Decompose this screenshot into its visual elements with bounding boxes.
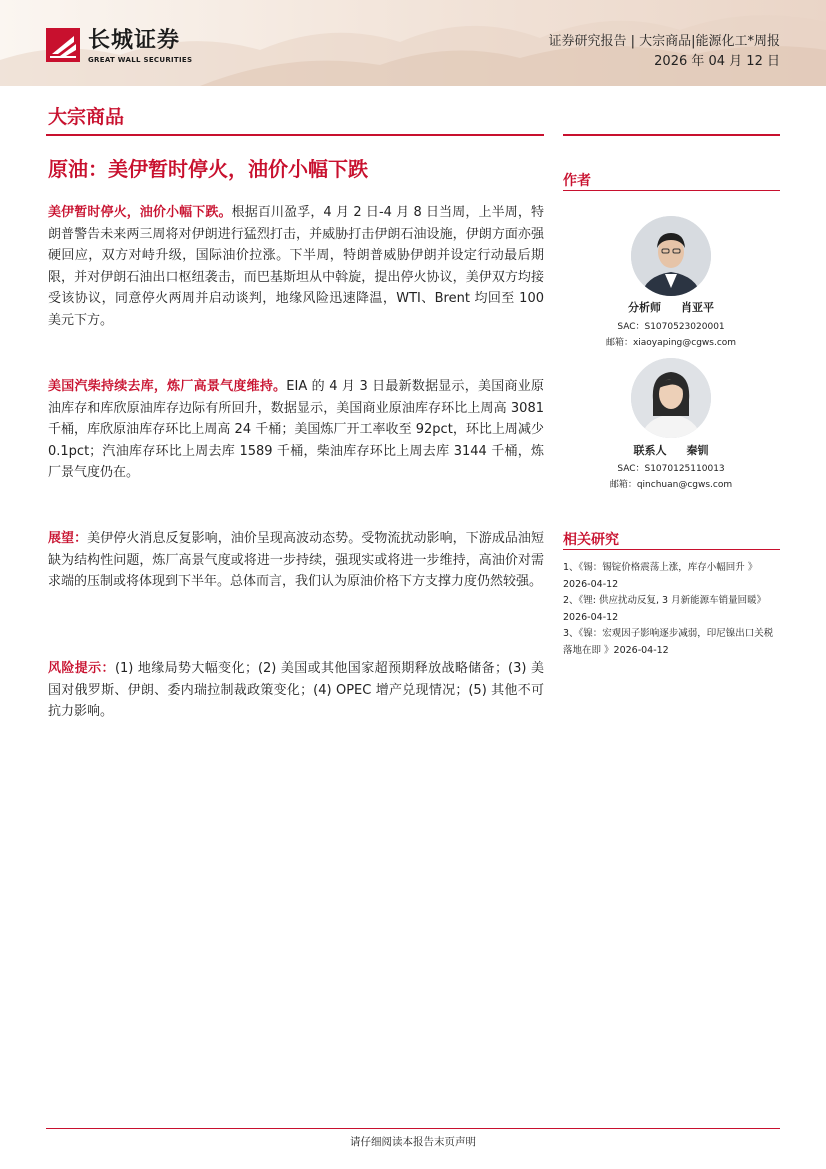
section-label: 大宗商品 <box>48 106 125 128</box>
contact-avatar <box>631 358 711 438</box>
paragraph-body: EIA 的 4 月 3 日最新数据显示，美国商业原油库存和库欣原油库存边际有所回升，数据显示，美国商业原油库存环比上周高 3081 千桶，库欣原油库存环比上周高 24 千桶；美国炼厂开工率收至 92pct，环比上周减少 0.1pct；汽油库存环比上周去库 1589 千桶，柴油库存环比上周去库 3144 千桶，炼厂景气度仍在。 <box>48 379 544 481</box>
paragraph-lead: 展望： <box>48 531 88 546</box>
report-info <box>548 32 780 72</box>
paragraph-lead: 美伊暂时停火，油价小幅下跌。 <box>48 205 232 220</box>
header-banner <box>0 0 826 86</box>
paragraph-body: 根据百川盈孚，4 月 2 日-4 月 8 日当周，上半周，特朗普警告未来两三周将对伊朗进行猛烈打击，并威胁打击伊朗石油设施，伊朗方面亦强硬回应，双方对峙升级，国际油价拉涨。下半周，特朗普威胁伊朗并设定行动最后期限，并对伊朗石油出口枢纽袭击，而巴基斯坦从中斡旋，提出停火协议，美伊双方均接受该协议，同意停火两周并启动谈判，地缘风险迅速降温，WTI、Brent 均回至 100 美元下方。 <box>48 205 544 328</box>
contact-name-line <box>563 442 779 458</box>
analyst-email: 邮箱：xiaoyaping@cgws.com <box>605 338 737 348</box>
analyst-avatar <box>631 216 711 296</box>
paragraph-lead: 美国汽柴持续去库，炼厂高景气度维持。 <box>48 379 287 394</box>
related-list <box>563 560 781 659</box>
logo-mark-icon <box>46 28 80 62</box>
related-item[interactable]: 3、《镍：宏观因子影响逐步减弱，印尼镍出口关税落地在即 》2026-04-12 <box>563 628 774 656</box>
footer-divider <box>46 1128 780 1129</box>
authors-heading: 作者 <box>563 173 591 189</box>
sidebar-divider <box>563 134 780 136</box>
contact-email: 邮箱：qinchuan@cgws.com <box>609 480 733 490</box>
related-divider <box>563 549 780 550</box>
contact-sac: SAC：S1070125110013 <box>617 464 725 474</box>
paragraph-outlook <box>48 528 544 593</box>
related-item[interactable]: 2、《锂: 供应扰动反复, 3 月新能源车销量回暖》2026-04-12 <box>563 595 767 623</box>
analyst-sac: SAC：S1070523020001 <box>617 322 725 332</box>
analyst-role: 分析师 <box>628 301 661 314</box>
logo-english-name: GREAT WALL SECURITIES <box>88 56 193 64</box>
report-type: 证券研究报告 | 大宗商品|能源化工*周报 <box>548 34 780 49</box>
paragraph-body: (1) 地缘局势大幅变化；(2) 美国或其他国家超预期释放战略储备；(3) 美国对俄罗斯、伊朗、委内瑞拉制裁政策变化；(4) OPEC 增产兑现情况；(5) 其他不可抗力影响。 <box>48 661 544 720</box>
report-date: 2026 年 04 月 12 日 <box>654 54 780 69</box>
paragraph-risk <box>48 658 544 723</box>
analyst-name: 肖亚平 <box>681 301 714 314</box>
paragraph-inventory <box>48 376 544 484</box>
contact-role: 联系人 <box>633 444 667 457</box>
paragraph-body: 美伊停火消息反复影响，油价呈现高波动态势。受物流扰动影响，下游成品油短缺为结构性问题，炼厂高景气度或将进一步持续，强现实或将进一步维持，高油价对需求端的压制或将体现到下半年。总体而言，我们认为原油价格下方支撑力度仍然较强。 <box>48 531 544 590</box>
footer-disclaimer: 请仔细阅读本报告末页声明 <box>350 1136 476 1148</box>
section-divider <box>46 134 544 136</box>
related-item[interactable]: 1、《锡：锡锭价格震荡上涨，库存小幅回升 》2026-04-12 <box>563 562 758 590</box>
analyst-name-line <box>563 299 779 315</box>
paragraph-ceasefire <box>48 202 544 332</box>
contact-name: 秦钏 <box>686 444 709 457</box>
report-title: 原油：美伊暂时停火，油价小幅下跌 <box>48 157 368 181</box>
logo-chinese-name: 长城证券 <box>88 28 181 53</box>
analyst-photo-icon <box>631 216 711 296</box>
brand-logo <box>46 28 206 68</box>
contact-photo-icon <box>631 358 711 438</box>
related-heading: 相关研究 <box>563 532 619 548</box>
authors-divider <box>563 190 780 191</box>
paragraph-lead: 风险提示： <box>48 661 115 676</box>
